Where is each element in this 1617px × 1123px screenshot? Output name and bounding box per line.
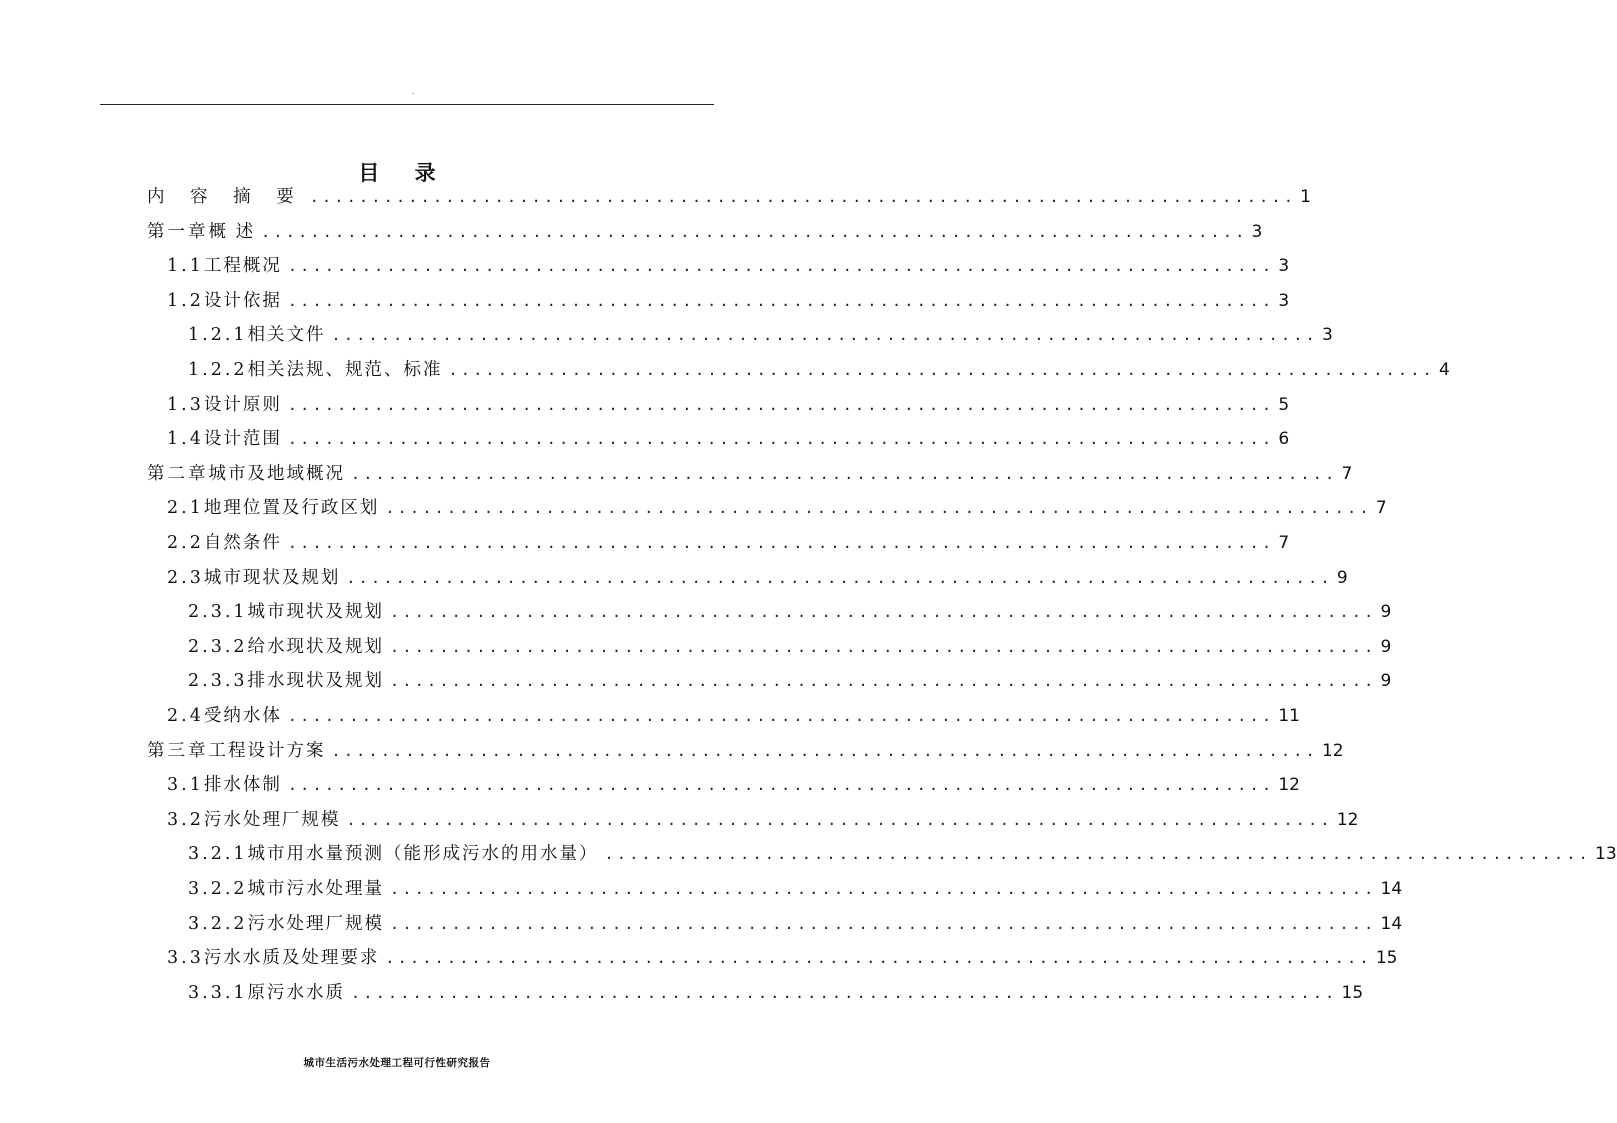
toc-entry-label: 城市用水量预测（能形成污水的用水量）	[247, 844, 599, 865]
toc-entry-page-number: 7	[1375, 498, 1387, 519]
toc-entry-page-number: 9	[1380, 671, 1392, 692]
dot-leader: ................................................................................	[287, 534, 1275, 552]
toc-entry-label: 地理位置及行政区划	[203, 498, 380, 519]
dot-leader: ................................................................................	[604, 845, 1591, 864]
dot-leader: ................................................................................	[309, 188, 1297, 206]
toc-entry-label: 自然条件	[203, 533, 282, 553]
toc-entry-page-number: 5	[1278, 394, 1290, 415]
dot-leader: ................................................................................	[346, 568, 1333, 587]
toc-entry[interactable]	[188, 907, 1403, 941]
toc-entry[interactable]	[188, 664, 1392, 698]
toc-entry-number: 2.2	[167, 533, 204, 553]
toc-entry-number: 1.2.1	[188, 325, 248, 346]
dot-leader: ................................................................................	[385, 499, 1372, 518]
toc-entry-label: 给水现状及规划	[247, 636, 385, 657]
dot-leader: ................................................................................	[331, 741, 1318, 760]
toc-entry-label: 概 述	[208, 221, 256, 242]
dot-leader: ................................................................................	[390, 603, 1377, 622]
toc-entry-number: 1.4	[167, 429, 204, 450]
toc-entry-page-number: 7	[1341, 463, 1353, 484]
toc-entry-number: 1.1	[167, 256, 204, 277]
toc-entry[interactable]	[167, 491, 1387, 525]
toc-entry-number: 3.2	[167, 809, 204, 830]
toc-entry-page-number: 15	[1375, 948, 1398, 969]
toc-entry[interactable]	[167, 249, 1290, 283]
dot-leader: ................................................................................	[287, 291, 1275, 310]
toc-entry-number: 第三章	[147, 740, 209, 761]
toc-entry-label: 污水处理厂规模	[247, 913, 385, 934]
toc-entry-number: 3.1	[167, 775, 204, 796]
toc-entry-label: 城市现状及规划	[203, 567, 341, 588]
toc-entry-page-number: 1	[1300, 187, 1311, 207]
toc-entry-label: 工程设计方案	[208, 740, 326, 761]
toc-entry[interactable]	[167, 803, 1359, 837]
toc-entry-number: 3.2.2	[188, 913, 248, 934]
toc-entry[interactable]	[167, 699, 1300, 733]
toc-entry[interactable]	[167, 284, 1290, 318]
toc-entry-number: 2.4	[167, 706, 204, 726]
toc-entry[interactable]	[188, 318, 1333, 352]
toc-entry-page-number: 12	[1278, 775, 1300, 796]
toc-entry-label: 工程概况	[203, 256, 282, 277]
dot-leader: ................................................................................	[346, 810, 1333, 829]
toc-entry-page-number: 14	[1380, 913, 1403, 934]
toc-entry-page-number: 7	[1278, 533, 1290, 553]
toc-entry-page-number: 12	[1321, 740, 1344, 761]
dot-leader: ................................................................................	[287, 707, 1275, 725]
dot-leader: ................................................................................	[287, 430, 1275, 449]
toc-entry-number: 1.2.2	[188, 360, 248, 380]
toc-entry-number: 1.3	[167, 394, 204, 415]
dot-leader: ................................................................................	[287, 257, 1275, 276]
toc-entry-page-number: 3	[1251, 221, 1263, 242]
toc-entry-page-number: 4	[1439, 360, 1450, 380]
toc-entry-number: 2.3.3	[188, 671, 248, 692]
toc-entry-page-number: 9	[1380, 636, 1392, 657]
toc-entry[interactable]	[147, 734, 1344, 768]
toc-entry-page-number: 6	[1278, 429, 1290, 450]
toc-entry-label: 城市及地域概况	[208, 463, 345, 484]
toc-entry-label: 设计原则	[203, 394, 282, 415]
page-footer: 城市生活污水处理工程可行性研究报告	[303, 1057, 491, 1069]
toc-entry-label: 城市污水处理量	[247, 879, 385, 899]
toc-entry-label: 内 容 摘 要	[147, 187, 304, 207]
toc-entry-label: 城市现状及规划	[247, 602, 385, 623]
toc-entry-page-number: 3	[1278, 256, 1290, 277]
toc-entry[interactable]	[188, 353, 1450, 387]
dot-leader: ................................................................................	[390, 914, 1377, 933]
toc-entry-page-number: 15	[1341, 982, 1364, 1003]
toc-entry[interactable]	[147, 180, 1311, 214]
toc-entry-label: 受纳水体	[203, 706, 282, 726]
toc-entry[interactable]	[188, 630, 1392, 664]
dot-leader: ................................................................................	[261, 222, 1248, 241]
toc-entry-number: 3.3	[167, 948, 204, 969]
toc-entry-number: 2.3.2	[188, 636, 248, 657]
dot-leader: ................................................................................	[448, 361, 1435, 379]
toc-entry-number: 第二章	[147, 463, 209, 484]
toc-entry-number: 3.2.1	[188, 844, 248, 865]
toc-entry-page-number: 9	[1380, 602, 1392, 623]
toc-entry-page-number: 13	[1595, 844, 1617, 865]
toc-entry-page-number: 9	[1336, 567, 1348, 588]
dot-leader: ................................................................................	[390, 880, 1377, 898]
toc-entry[interactable]	[167, 561, 1348, 595]
toc-entry-page-number: 14	[1380, 879, 1403, 899]
dot-leader: ................................................................................	[390, 637, 1377, 656]
toc-entry-number: 2.3	[167, 567, 204, 588]
toc-entry-label: 相关法规、规范、标准	[247, 360, 443, 380]
toc-entry-number: 2.3.1	[188, 602, 248, 623]
toc-entry-number: 2.1	[167, 498, 204, 519]
toc-entry-label: 排水现状及规划	[247, 671, 385, 692]
toc-entry-page-number: 12	[1336, 809, 1359, 830]
toc-entry[interactable]	[188, 595, 1392, 629]
toc-entry[interactable]	[167, 388, 1290, 422]
toc-entry[interactable]	[167, 768, 1300, 802]
toc-entry-label: 设计范围	[203, 429, 282, 450]
toc-entry[interactable]	[188, 872, 1403, 906]
toc-entry-label: 相关文件	[247, 325, 326, 346]
dot-leader: ................................................................................	[287, 395, 1275, 414]
toc-entry-label: 污水水质及处理要求	[203, 948, 380, 969]
dot-leader: ................................................................................	[390, 672, 1377, 691]
dot-leader: ................................................................................	[351, 983, 1338, 1002]
toc-entry-number: 1.2	[167, 290, 204, 311]
toc-entry[interactable]	[167, 526, 1290, 560]
toc-entry[interactable]	[188, 837, 1617, 871]
toc-entry-number: 3.2.2	[188, 879, 248, 899]
toc-entry[interactable]	[147, 215, 1263, 249]
dot-leader: ................................................................................	[287, 776, 1275, 795]
toc-entry-page-number: 3	[1278, 290, 1290, 311]
toc-entry[interactable]	[167, 422, 1290, 456]
toc-entry[interactable]	[167, 941, 1398, 975]
toc-entry[interactable]	[188, 976, 1364, 1010]
dot-leader: ................................................................................	[331, 326, 1318, 345]
toc-entry-label: 原污水水质	[247, 982, 346, 1003]
header-mark: .	[412, 87, 415, 96]
dot-leader: ................................................................................	[385, 949, 1372, 968]
toc-entry-label: 污水处理厂规模	[203, 809, 341, 830]
toc-entry[interactable]	[147, 457, 1353, 491]
toc-entry-number: 3.3.1	[188, 982, 248, 1003]
toc-entry-page-number: 3	[1322, 325, 1333, 346]
toc-entry-number: 第一章	[147, 221, 209, 242]
header-rule	[100, 104, 714, 105]
dot-leader: ................................................................................	[351, 464, 1338, 483]
toc-entry-label: 排水体制	[203, 775, 282, 796]
toc-entry-label: 设计依据	[203, 290, 282, 311]
page-title: 目 录	[358, 160, 450, 186]
toc-entry-page-number: 11	[1278, 706, 1300, 726]
